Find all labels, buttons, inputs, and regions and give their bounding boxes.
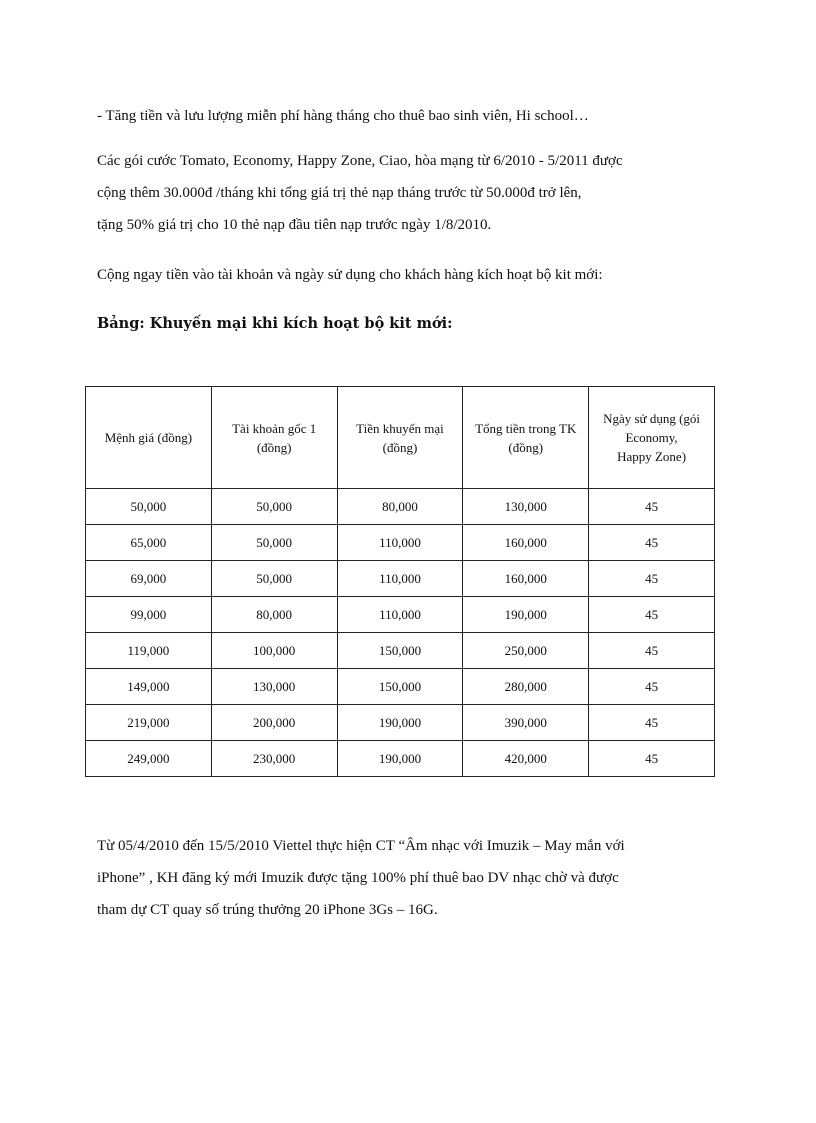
cell-face-value: 249,000 [86,741,212,777]
cell-promo-money: 110,000 [337,597,463,633]
table-row [86,525,715,561]
cell-face-value: 69,000 [86,561,212,597]
cell-total-balance: 160,000 [463,561,589,597]
paragraph-packages-line-1: Các gói cước Tomato, Economy, Happy Zone, Ciao, hòa mạng từ 6/2010 - 5/2011 được [97,153,623,169]
cell-base-account: 200,000 [211,705,337,741]
cell-face-value: 119,000 [86,633,212,669]
cell-promo-money: 190,000 [337,705,463,741]
table-row [86,741,715,777]
paragraph-student-bonus: - Tăng tiền và lưu lượng miễn phí hàng tháng cho thuê bao sinh viên, Hi school… [97,108,589,124]
cell-promo-money: 80,000 [337,489,463,525]
cell-face-value: 65,000 [86,525,212,561]
table-row [86,633,715,669]
cell-promo-money: 110,000 [337,561,463,597]
cell-face-value: 99,000 [86,597,212,633]
cell-promo-money: 150,000 [337,633,463,669]
paragraph-imuzik-line-2: iPhone” , KH đăng ký mới Imuzik được tặng 100% phí thuê bao DV nhạc chờ và được [97,870,619,886]
paragraph-packages-line-2: cộng thêm 30.000đ /tháng khi tổng giá trị thẻ nạp tháng trước từ 50.000đ trở lên, [97,185,582,201]
cell-promo-money: 110,000 [337,525,463,561]
cell-usage-days: 45 [589,741,715,777]
table-row [86,561,715,597]
cell-usage-days: 45 [589,561,715,597]
paragraph-packages-line-3: tặng 50% giá trị cho 10 thẻ nạp đầu tiên nạp trước ngày 1/8/2010. [97,217,492,233]
cell-face-value: 50,000 [86,489,212,525]
header-usage-days: Ngày sử dụng (gói Economy, Happy Zone) [589,387,715,489]
table-row [86,489,715,525]
paragraph-kit-activation: Cộng ngay tiền vào tài khoản và ngày sử dụng cho khách hàng kích hoạt bộ kit mới: [97,267,603,283]
cell-promo-money: 150,000 [337,669,463,705]
paragraph-imuzik-line-3: tham dự CT quay số trúng thưởng 20 iPhone 3Gs – 16G. [97,902,438,918]
cell-base-account: 100,000 [211,633,337,669]
table-row [86,669,715,705]
cell-usage-days: 45 [589,597,715,633]
cell-usage-days: 45 [589,633,715,669]
header-base-account: Tài khoản gốc 1 (đồng) [211,387,337,489]
cell-total-balance: 190,000 [463,597,589,633]
cell-base-account: 50,000 [211,525,337,561]
table-caption: Bảng: Khuyến mại khi kích hoạt bộ kit mới: [97,315,453,332]
header-promo-money: Tiền khuyến mại (đồng) [337,387,463,489]
promotion-table [85,386,715,777]
cell-total-balance: 160,000 [463,525,589,561]
cell-usage-days: 45 [589,669,715,705]
cell-base-account: 130,000 [211,669,337,705]
cell-promo-money: 190,000 [337,741,463,777]
cell-face-value: 149,000 [86,669,212,705]
table-row [86,597,715,633]
cell-total-balance: 130,000 [463,489,589,525]
cell-total-balance: 250,000 [463,633,589,669]
cell-base-account: 50,000 [211,489,337,525]
cell-total-balance: 390,000 [463,705,589,741]
cell-usage-days: 45 [589,489,715,525]
cell-usage-days: 45 [589,705,715,741]
header-total-balance: Tổng tiền trong TK (đồng) [463,387,589,489]
table-row [86,705,715,741]
header-face-value: Mệnh giá (đồng) [86,387,212,489]
cell-total-balance: 280,000 [463,669,589,705]
cell-base-account: 50,000 [211,561,337,597]
cell-usage-days: 45 [589,525,715,561]
paragraph-imuzik-line-1: Từ 05/4/2010 đến 15/5/2010 Viettel thực hiện CT “Âm nhạc với Imuzik – May mắn với [97,838,625,854]
cell-face-value: 219,000 [86,705,212,741]
cell-base-account: 80,000 [211,597,337,633]
cell-base-account: 230,000 [211,741,337,777]
table-header-row [86,387,715,489]
cell-total-balance: 420,000 [463,741,589,777]
